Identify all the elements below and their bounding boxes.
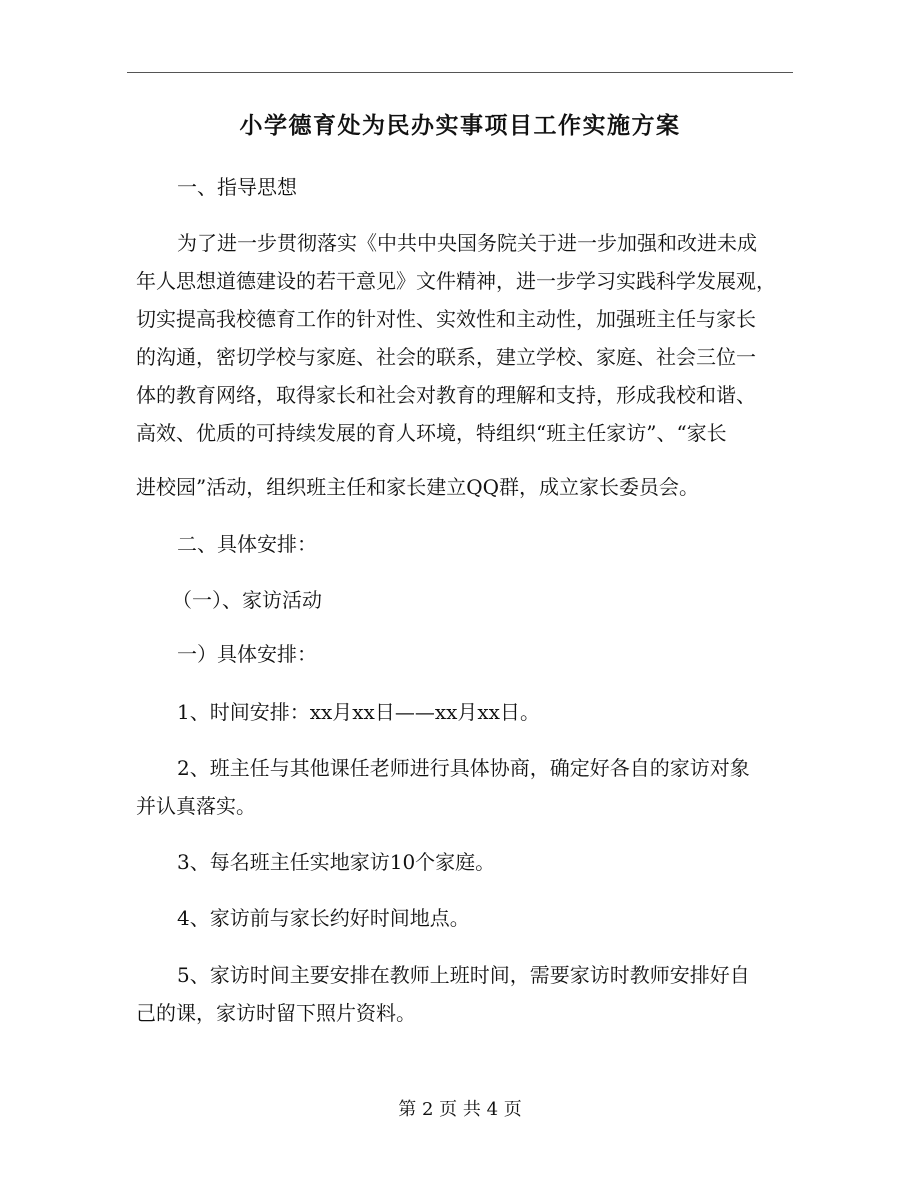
- page-number-footer: 第 2 页 共 4 页: [398, 1099, 522, 1120]
- list-item-3: 3、每名班主任实地家访10个家庭。: [177, 850, 496, 874]
- paragraph1-line-4: 的沟通，密切学校与家庭、社会的联系，建立学校、家庭、社会三位一: [136, 345, 756, 369]
- subsection1-sub-heading: 一）具体安排：: [177, 642, 317, 666]
- section1-heading: 一、指导思想: [177, 175, 297, 199]
- paragraph1-line-1: 为了进一步贯彻落实《中共中央国务院关于进一步加强和改进未成: [177, 231, 757, 255]
- list-item-1: 1、时间安排：xx月xx日——xx月xx日。: [177, 700, 540, 724]
- subsection1-heading: （一）、家访活动: [172, 588, 322, 612]
- list-item-5-line-2: 己的课，家访时留下照片资料。: [136, 1001, 416, 1025]
- list-item-2-line-2: 并认真落实。: [136, 794, 256, 818]
- section2-heading: 二、具体安排：: [177, 532, 317, 556]
- paragraph1-line-3: 切实提高我校德育工作的针对性、实效性和主动性，加强班主任与家长: [136, 307, 756, 331]
- paragraph1-line-7: 进校园”活动，组织班主任和家长建立QQ群，成立家长委员会。: [136, 475, 700, 499]
- document-title: 小学德育处为民办实事项目工作实施方案: [239, 112, 681, 139]
- paragraph1-line-6: 高效、优质的可持续发展的育人环境，特组织“班主任家访”、“家长: [136, 421, 727, 445]
- list-item-4: 4、家访前与家长约好时间地点。: [177, 906, 470, 930]
- header-rule: [127, 72, 793, 73]
- list-item-5-line-1: 5、家访时间主要安排在教师上班时间，需要家访时教师安排好自: [177, 963, 750, 987]
- paragraph1-line-2: 年人思想道德建设的若干意见》文件精神，进一步学习实践科学发展观，: [136, 269, 776, 293]
- paragraph1-line-5: 体的教育网络，取得家长和社会对教育的理解和支持，形成我校和谐、: [136, 383, 756, 407]
- list-item-2-line-1: 2、班主任与其他课任老师进行具体协商，确定好各自的家访对象: [177, 756, 750, 780]
